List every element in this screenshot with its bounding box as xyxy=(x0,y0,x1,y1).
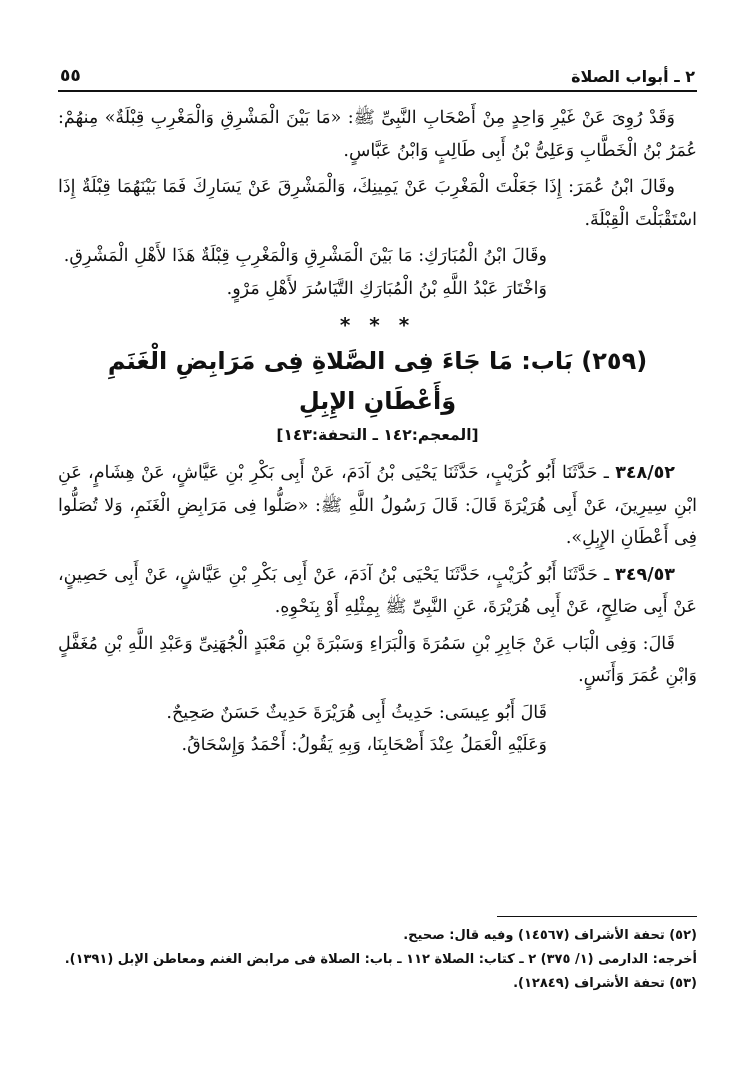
page-number: ٥٥ xyxy=(60,66,81,86)
footnote-item: أخرجه: الدارمى (١/ ٣٧٥) ٢ ـ كتاب: الصلاة ١١٢ ـ باب: الصلاة فى مرابض الغنم ومعاطن الإبل (١٣٩١). xyxy=(64,952,697,967)
hadith-text: ـ حَدَّثَنَا أَبُو كُرَيْبٍ، حَدَّثَنَا يَحْيَى بْنُ آدَمَ، عَنْ أَبِى بَكْرِ بْنِ عَيَّاشٍ، عَنْ هِشَامٍ، عَنِ ابْنِ سِيرِينَ، عَنْ أَبِى هُرَيْرَةَ قَالَ: قَالَ رَسُولُ اللَّهِ ﷺ: «صَلُّوا فِى مَرَابِضِ الْغَنَمِ، وَلا تُصَلُّوا فِى أَعْطَانِ الإِبِلِ». xyxy=(58,463,697,548)
hadith-paragraph xyxy=(58,457,697,555)
footnotes xyxy=(58,924,697,996)
page-body xyxy=(58,102,697,762)
hadith-number: ٣٤٨/٥٢ xyxy=(615,463,675,483)
hadith-number: ٣٤٩/٥٣ xyxy=(615,564,675,585)
paragraph-practice: وَعَلَيْهِ الْعَمَلُ عِنْدَ أَصْحَابِنَا، وَبِهِ يَقُولُ: أَحْمَدُ وَإِسْحَاقُ. xyxy=(181,735,547,755)
chapter-title: (٢٥٩) بَاب: مَا جَاءَ فِى الصَّلاةِ فِى مَرَابِضِ الْغَنَمِ وَأَعْطَانِ الإِبِلِ xyxy=(107,347,648,415)
paragraph-abdullah-choice: وَاخْتَارَ عَبْدُ اللَّهِ بْنُ الْمُبَارَكِ التَّيَاسُرَ لأَهْلِ مَرْوٍ. xyxy=(226,278,547,299)
footnote-item: (٥٣) تحفة الأشراف (١٢٨٤٩). xyxy=(513,976,697,991)
footnote-divider xyxy=(497,916,697,917)
hadith-paragraph xyxy=(58,559,697,624)
footnote-item: (٥٢) تحفة الأشراف (١٤٥٦٧) وفيه قال: صحيح. xyxy=(403,928,697,943)
section-separator: * * * xyxy=(339,313,416,337)
paragraph-grading: قَالَ أَبُو عِيسَى: حَدِيثُ أَبِى هُرَيْرَةَ حَدِيثٌ حَسَنٌ صَحِيحٌ. xyxy=(166,702,547,723)
hadith-text: ـ حَدَّثَنَا أَبُو كُرَيْبٍ، حَدَّثَنَا يَحْيَى بْنُ آدَمَ، عَنْ أَبِى بَكْرِ بْنِ عَيَّاشٍ، عَنْ أَبِى حَصِينٍ، عَنْ أَبِى صَالِحٍ، عَنْ أَبِى هُرَيْرَةَ، عَنِ النَّبِىِّ ﷺ بِمِثْلِهِ أَوْ بِنَحْوِهِ. xyxy=(58,564,697,617)
paragraph-narrations: وَقَدْ رُوِىَ عَنْ غَيْرِ وَاحِدٍ مِنْ أَصْحَابِ النَّبِىِّ ﷺ: «مَا بَيْنَ الْمَشْرِقِ وَالْمَغْرِبِ قِبْلَةٌ» مِنهُمْ: عُمَرُ بْنُ الْخَطَّابِ وَعَلِىُّ بْنُ أَبِى طَالِبٍ وَابْنُ عَبَّاسٍ. xyxy=(58,108,697,161)
paragraph-ibn-mubarak: وقَالَ ابْنُ الْمُبَارَكِ: مَا بَيْنَ الْمَشْرِقِ وَالْمَغْرِبِ قِبْلَةٌ هَذَا لأَهْلِ الْمَشْرِقِ. xyxy=(63,246,547,266)
section-title: ٢ ـ أبواب الصلاة xyxy=(571,67,695,86)
paragraph-ibn-umar: وقَالَ ابْنُ عُمَرَ: إِذَا جَعَلْتَ الْمَغْرِبَ عَنْ يَمِينِكَ، وَالْمَشْرِقَ عَنْ يَسَارِكَ فَمَا بَيْنَهُمَا قِبْلَةٌ إِذَا اسْتَقْبَلْتَ الْقِبْلَةَ. xyxy=(58,177,697,230)
paragraph-related-narrators: قَالَ: وَفِى الْبَاب عَنْ جَابِرِ بْنِ سَمُرَةَ وَالْبَرَاءِ وَسَبْرَةَ بْنِ مَعْبَدٍ الْجُهَنِىِّ وَعَبْدِ اللَّهِ بْنِ مُغَفَّلٍ وَابْنِ عُمَرَ وَأَنَسٍ. xyxy=(58,633,697,686)
page-header xyxy=(58,58,697,92)
chapter-reference: [المعجم:١٤٢ ـ التحفة:١٤٣] xyxy=(276,426,479,444)
